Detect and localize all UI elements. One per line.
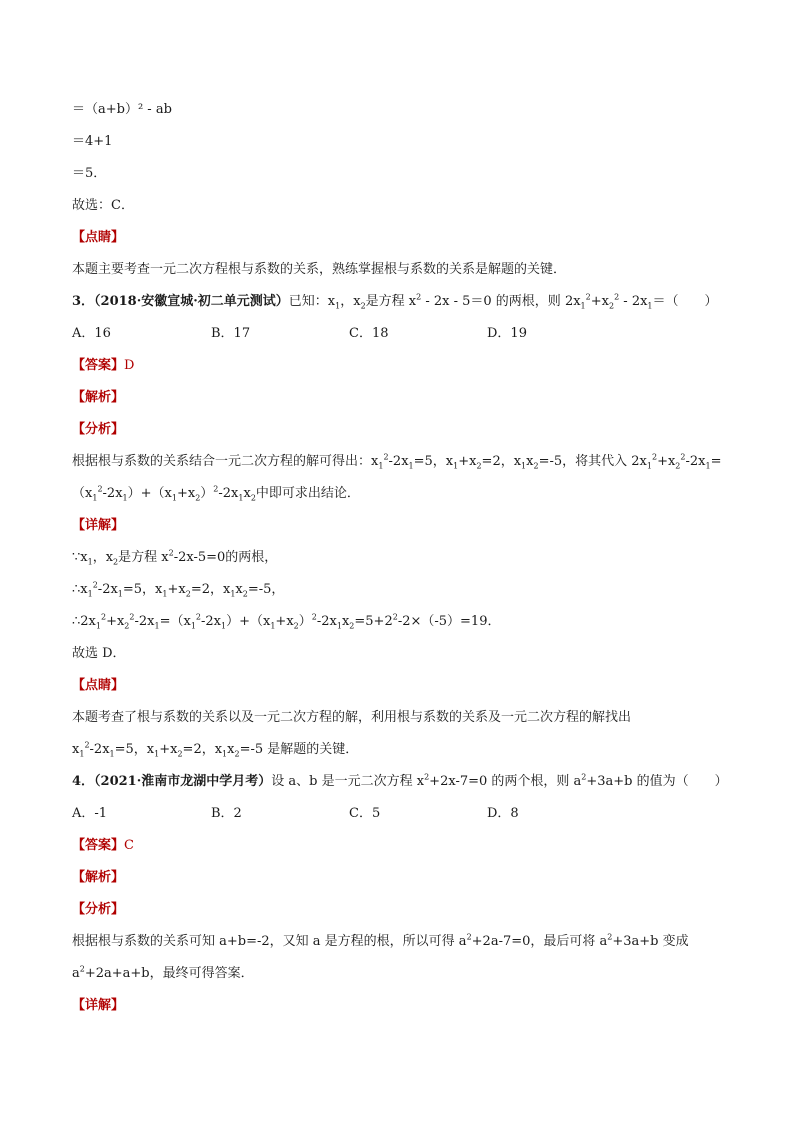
q3-stem-part: 已知：x — [288, 294, 336, 309]
q3-sub: 2 — [113, 557, 119, 567]
q3-sup: 2 — [129, 612, 135, 622]
q3-fenxi-part: ）+（x — [127, 486, 172, 501]
q4-fenxi-part: +2a+a+b，最终可得答案． — [84, 966, 254, 981]
q4-fenxi-part: +2a-7=0，最后可将 a — [471, 934, 608, 949]
q3-fenxi-part: -2x — [685, 454, 706, 469]
q4-fenxi-line-1 — [72, 933, 689, 951]
q3-fenxi-part: 根据根与系数的关系结合一元二次方程的解可得出：x — [72, 454, 379, 469]
q3-fenxi-part: +x — [657, 454, 676, 469]
q3-detail-part: =5，x — [122, 582, 163, 597]
q3-answer-line — [72, 357, 134, 375]
q3-dianjing-part: =5，x — [114, 742, 155, 757]
q3-sup: 2 — [416, 292, 422, 302]
q3-sup: 2 — [84, 740, 90, 750]
q3-fenxi-line-1 — [72, 453, 721, 471]
q3-detail-part: -2x — [134, 614, 155, 629]
q3-detail-part: ）+（x — [226, 614, 271, 629]
q4-sup: 2 — [607, 932, 613, 942]
q3-detail-part: x — [341, 614, 350, 629]
q3-detail-part: ∵x — [72, 550, 88, 565]
q3-fenxi-part: = — [710, 454, 722, 469]
q3-answer-tag: 【答案】 — [72, 358, 125, 373]
q4-stem — [72, 773, 728, 791]
q4-fenxi-line-2 — [72, 965, 254, 983]
q3-number: 3． — [72, 294, 95, 309]
q3-detail-line-3 — [72, 613, 500, 631]
q3-stem-part: - 2x — [619, 294, 648, 309]
q3-sup: 2 — [213, 484, 219, 494]
q3-sub: 1 — [646, 461, 652, 471]
q4-stem-part: 设 a、b 是一元二次方程 x — [271, 774, 425, 789]
q3-detail-line-2 — [72, 581, 284, 599]
q3-sub: 2 — [234, 749, 240, 759]
q4-fenxi-tag: 【分析】 — [72, 902, 125, 917]
q3-source: （2018·安徽宣城·初二单元测试） — [94, 294, 289, 309]
q4-fenxi-part: +3a+b 变成 — [612, 934, 689, 949]
q4-xiangjie-tag: 【详解】 — [72, 998, 125, 1013]
q4-sup: 2 — [581, 772, 587, 782]
q3-sub: 1 — [521, 461, 527, 471]
q4-stem-part: +2x-7=0 的两个根，则 a — [429, 774, 582, 789]
q3-option-b: B．17 — [211, 326, 251, 341]
q3-sup: 2 — [680, 452, 686, 462]
q3-sub: 1 — [122, 493, 128, 503]
q3-sup: 2 — [585, 292, 591, 302]
q3-dianjing-part: x — [227, 742, 235, 757]
q3-sub: 2 — [242, 589, 248, 599]
q4-sup: 2 — [466, 932, 472, 942]
q3-detail-part: +x — [106, 614, 125, 629]
prev-dianjing-tag: 【点睛】 — [72, 230, 125, 245]
q3-sub: 1 — [270, 621, 276, 631]
q3-fenxi-part: =5，x — [413, 454, 454, 469]
q3-fenxi-line-2 — [72, 485, 360, 503]
q3-fenxi-part: x — [526, 454, 534, 469]
q3-dianjing-part: -2x — [89, 742, 110, 757]
q3-dianjing-part: x — [72, 742, 80, 757]
q3-detail-part: ∴2x — [72, 614, 96, 629]
q3-sub: 2 — [185, 589, 191, 599]
q4-number: 4． — [72, 774, 95, 789]
q3-stem-part: ＝（ ） — [652, 294, 718, 309]
q3-fenxi-part: ） — [200, 486, 214, 501]
q3-sub: 1 — [230, 589, 236, 599]
q3-xiangjie-tag: 【详解】 — [72, 518, 125, 533]
q3-fenxi-part: 中即可求出结论． — [255, 486, 360, 501]
q3-fenxi-part: -2x — [102, 486, 123, 501]
q3-detail-part: =-5， — [247, 582, 285, 597]
q3-detail-part: =5+2 — [354, 614, 393, 629]
q3-sup: 2 — [195, 612, 201, 622]
q3-sub: 2 — [360, 301, 366, 311]
q3-sub: 1 — [336, 621, 342, 631]
q3-sub: 2 — [675, 461, 681, 471]
q3-dianjing-part: =-5 是解题的关键． — [239, 742, 359, 757]
q3-sup: 2 — [383, 452, 389, 462]
q3-sub: 2 — [608, 301, 615, 311]
q3-sub: 2 — [177, 749, 183, 759]
q3-sub: 2 — [195, 493, 201, 503]
q3-sub: 1 — [162, 589, 168, 599]
q4-option-c: C．5 — [349, 806, 381, 821]
q4-answer: C — [124, 838, 134, 853]
q3-detail-part: ，x — [92, 550, 114, 565]
q3-detail-part: =2，x — [190, 582, 231, 597]
q3-detail-part: -2x — [316, 614, 337, 629]
q4-sup: 2 — [424, 772, 430, 782]
prev-line-3: ＝5． — [72, 166, 107, 181]
q4-source: （2021·淮南市龙湖中学月考） — [94, 774, 272, 789]
q3-dianjing-tag: 【点睛】 — [72, 678, 125, 693]
q3-dianjing-line-1: 本题考查了根与系数的关系以及一元二次方程的解，利用根与系数的关系及一元二次方程的解找出 — [72, 710, 632, 725]
q4-answer-tag: 【答案】 — [72, 838, 125, 853]
q3-sub: 2 — [124, 621, 130, 631]
q3-fenxi-part: +x — [176, 486, 196, 501]
q3-sub: 1 — [109, 749, 115, 759]
q3-sub: 1 — [171, 493, 177, 503]
q4-fenxi-part: 根据根与系数的关系可知 a+b=-2，又知 a 是方程的根，所以可得 a — [72, 934, 467, 949]
q3-detail-part: -2x-5=0的两根， — [173, 550, 278, 565]
q3-stem-part: +x — [590, 294, 609, 309]
q3-stem — [72, 293, 718, 311]
q3-stem-part: 是方程 x — [365, 294, 417, 309]
q3-option-d: D．19 — [487, 326, 527, 341]
q3-sub: 1 — [117, 589, 123, 599]
q3-fenxi-tag: 【分析】 — [72, 422, 125, 437]
q3-sub: 2 — [476, 461, 482, 471]
q3-sub: 1 — [580, 301, 586, 311]
q4-stem-part: +3a+b 的值为（ ） — [586, 774, 728, 789]
q3-detail-part: -2×（-5）=19． — [397, 614, 501, 629]
q3-sup: 2 — [92, 580, 98, 590]
q4-option-a: A．-1 — [72, 806, 108, 821]
q3-detail-part: 是方程 x — [118, 550, 169, 565]
q3-fenxi-part: +x — [458, 454, 477, 469]
q3-option-c: C．18 — [349, 326, 389, 341]
q3-fenxi-part: x — [243, 486, 251, 501]
prev-line-1: ＝（a+b）² - ab — [72, 102, 172, 117]
q3-sub: 2 — [533, 461, 539, 471]
q3-fenxi-part: -2x — [218, 486, 239, 501]
q3-option-a: A．16 — [72, 326, 111, 341]
q3-dianjing-line-2 — [72, 741, 358, 759]
q3-sub: 1 — [87, 557, 93, 567]
q3-fenxi-part: =2，x — [481, 454, 522, 469]
q4-jiexi-tag: 【解析】 — [72, 870, 125, 885]
q3-sup: 2 — [97, 484, 103, 494]
q3-detail-part: +x — [167, 582, 186, 597]
q3-stem-part: - 2x - 5＝0 的两根，则 2x — [421, 294, 581, 309]
q3-sup: 2 — [392, 612, 398, 622]
q3-sub: 1 — [378, 461, 384, 471]
q4-option-d: D．8 — [487, 806, 519, 821]
q3-detail-part: -2x — [97, 582, 118, 597]
q3-sub: 1 — [190, 621, 196, 631]
q3-sup: 2 — [614, 292, 620, 302]
q3-detail-part: -2x — [201, 614, 221, 629]
q3-sub: 1 — [222, 749, 228, 759]
q3-sub: 1 — [154, 621, 160, 631]
q3-sub: 2 — [349, 621, 355, 631]
q3-detail-part: =（x — [159, 614, 191, 629]
q3-sub: 1 — [92, 493, 98, 503]
q3-sub: 1 — [408, 461, 414, 471]
q3-answer: D — [124, 358, 135, 373]
q3-fenxi-part: -2x — [388, 454, 409, 469]
q3-sub: 1 — [95, 621, 101, 631]
q3-sub: 1 — [154, 749, 160, 759]
q3-stem-part: ，x — [340, 294, 361, 309]
q3-fenxi-part: （x — [72, 486, 93, 501]
q3-sub: 1 — [221, 621, 227, 631]
q3-detail-part: +x — [275, 614, 294, 629]
q3-dianjing-part: +x — [159, 742, 178, 757]
prev-choice: 故选：C． — [72, 198, 134, 213]
q3-sub: 1 — [705, 461, 711, 471]
q3-sub: 1 — [335, 301, 341, 311]
q3-jiexi-tag: 【解析】 — [72, 390, 125, 405]
q3-detail-line-1 — [72, 549, 277, 567]
q3-sub: 1 — [79, 749, 85, 759]
q3-sub: 1 — [87, 589, 93, 599]
q3-sup: 2 — [168, 548, 174, 558]
q3-detail-part: ∴x — [72, 582, 88, 597]
prev-dianjing-text: 本题主要考查一元二次方程根与系数的关系，熟练掌握根与系数的关系是解题的关键． — [72, 262, 567, 277]
q3-detail-part: ） — [298, 614, 312, 629]
q3-dianjing-part: =2，x — [182, 742, 223, 757]
q4-answer-line — [72, 837, 134, 855]
q4-sup: 2 — [79, 964, 85, 974]
prev-line-2: ＝4+1 — [72, 134, 113, 149]
q3-sub: 1 — [647, 301, 653, 311]
q4-fenxi-part: a — [72, 966, 80, 981]
q4-option-b: B．2 — [211, 806, 242, 821]
q3-sup: 2 — [651, 452, 658, 462]
q3-sub: 2 — [293, 621, 299, 631]
q3-detail-part: x — [235, 582, 243, 597]
q3-sub: 1 — [238, 493, 244, 503]
q3-sub: 1 — [453, 461, 459, 471]
q3-choice: 故选 D． — [72, 646, 126, 661]
q3-fenxi-part: =-5，将其代入 2x — [538, 454, 647, 469]
q3-sup: 2 — [311, 612, 317, 622]
q3-sub: 2 — [250, 493, 256, 503]
q3-sup: 2 — [100, 612, 107, 622]
